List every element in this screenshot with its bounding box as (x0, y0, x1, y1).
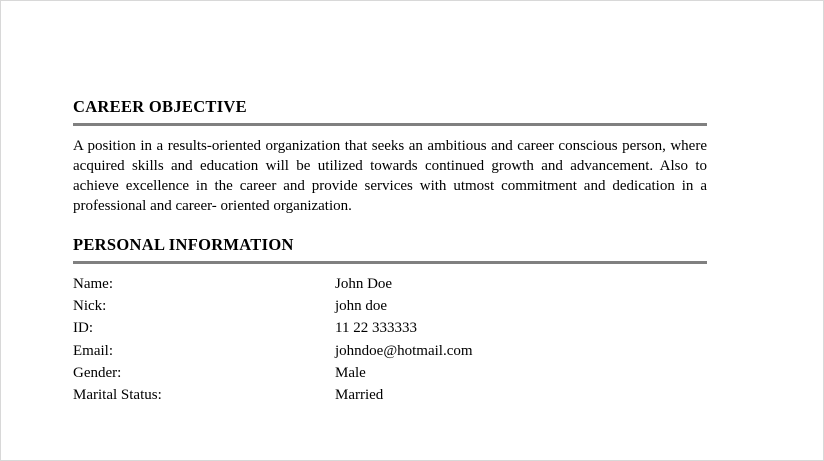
info-label-name: Name: (73, 275, 113, 292)
info-value-gender: Male (335, 364, 366, 381)
info-value-email: johndoe@hotmail.com (335, 342, 473, 359)
personal-information-heading: PERSONAL INFORMATION (73, 234, 294, 254)
career-objective-heading: CAREER OBJECTIVE (73, 97, 247, 116)
info-value-marital-status: Married (335, 387, 384, 404)
section-career-objective (73, 97, 707, 217)
personal-information-divider (73, 261, 707, 264)
career-objective-paragraph: A position in a results-oriented organization that seeks an ambitious and career conscious person, where acquired skills and education will be utilized towards continued growth and advancement. Also to achieve excellence in the career and provide services with utmost commitment and dedication in a professional and career- oriented organization. (73, 138, 707, 214)
info-value-nick: john doe (335, 298, 388, 315)
info-label-marital-status: Marital Status: (73, 387, 162, 404)
table-row (73, 342, 707, 364)
section-spacer (73, 217, 707, 235)
info-value-name: John Doe (335, 275, 393, 292)
section-personal-information (73, 235, 707, 409)
table-row (73, 297, 707, 319)
info-label-id: ID: (73, 320, 93, 337)
info-label-nick: Nick: (73, 298, 107, 315)
document-body (73, 97, 707, 409)
info-label-gender: Gender: (73, 364, 122, 381)
table-row (73, 275, 707, 297)
table-row (73, 319, 707, 341)
info-label-email: Email: (73, 342, 113, 359)
info-value-id: 11 22 333333 (335, 320, 417, 337)
table-row (73, 386, 707, 408)
career-objective-divider (73, 123, 707, 126)
table-row (73, 364, 707, 386)
personal-information-table (73, 275, 707, 409)
